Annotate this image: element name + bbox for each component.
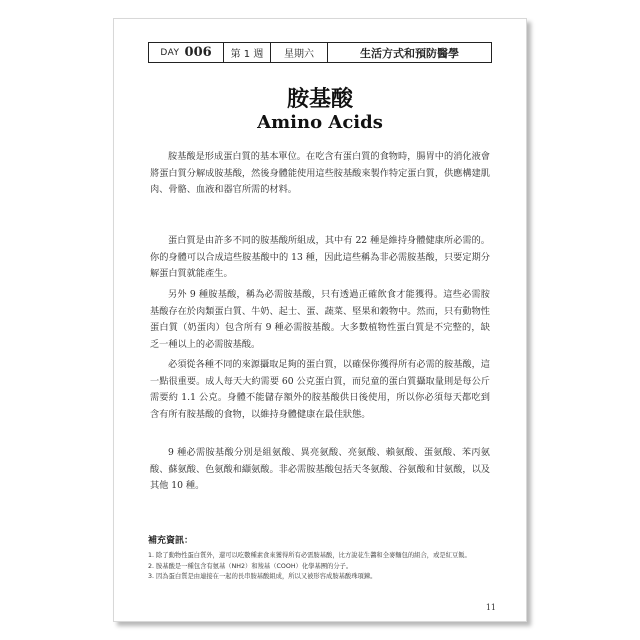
note-item: 1. 除了動物性蛋白質外，還可以吃數種素食來獲得所有必需胺基酸，比方說花生醬和全麥麵包的組合，或是紅豆飯。 (148, 552, 471, 559)
paragraph-3: 另外 9 種胺基酸，稱為必需胺基酸，只有透過正確飲食才能獲得。這些必需胺基酸存在於肉類蛋白質、牛奶、起士、蛋、蔬菜、堅果和穀物中。然而，只有動物性蛋白質（奶蛋肉）包含所有 9 種必需胺基酸。大多數植物性蛋白質是不完整的，缺乏一種以上的必需胺基酸。 (150, 289, 490, 350)
paragraph-1: 胺基酸是形成蛋白質的基本單位。在吃含有蛋白質的食物時，腸胃中的消化液會將蛋白質分解成胺基酸，然後身體能使用這些胺基酸來製作特定蛋白質，供應構建肌肉、骨骼、血液和器官所需的材料。 (150, 151, 490, 196)
day-label: DAY (160, 47, 180, 58)
topic-cell: 生活方式和預防醫學 (360, 46, 459, 60)
supplementary-notes (148, 535, 493, 583)
paragraph-4: 必須從各種不同的來源攝取足夠的蛋白質，以確保你獲得所有必需的胺基酸，這一點很重要。成人每天大約需要 60 公克蛋白質，而兒童的蛋白質攝取量則是每公斤需要約 1.1 公克。身體不能儲存額外的胺基酸供日後使用，所以你必須每天都吃到含有所有胺基酸的食物，以維持身體健康在最佳狀態。 (150, 359, 490, 420)
note-item: 2. 胺基酸是一種包含有氨基（NH2）和羧基（COOH）化學基團的分子。 (148, 562, 353, 570)
day-number: 006 (184, 45, 212, 60)
paragraph-5: 9 種必需胺基酸分別是組氨酸、異亮氨酸、亮氨酸、賴氨酸、蛋氨酸、苯丙氨酸、蘇氨酸、色氨酸和纈氨酸。非必需胺基酸包括天冬氨酸、谷氨酸和甘氨酸，以及其他 10 種。 (150, 447, 490, 492)
week-cell: 第 1 週 (224, 43, 271, 62)
book-page (113, 18, 527, 622)
paragraph-2: 蛋白質是由許多不同的胺基酸所組成，其中有 22 種是維持身體健康所必需的。你的身體可以合成這些胺基酸中的 13 種，因此這些稱為非必需胺基酸，只要定期分解蛋白質就能產生。 (150, 235, 490, 280)
page-number: 11 (485, 603, 496, 612)
title-chinese: 胺基酸 (286, 86, 353, 112)
notes-title: 補充資訊： (148, 536, 194, 546)
weekday-cell: 星期六 (271, 43, 328, 62)
page-header (148, 42, 492, 63)
day-cell (149, 43, 224, 62)
note-item: 3. 因為蛋白質是由連接在一起的長串胺基酸組成，所以又被形容成胺基酸珠項鍊。 (148, 573, 377, 580)
title-english: Amino Acids (257, 112, 383, 133)
